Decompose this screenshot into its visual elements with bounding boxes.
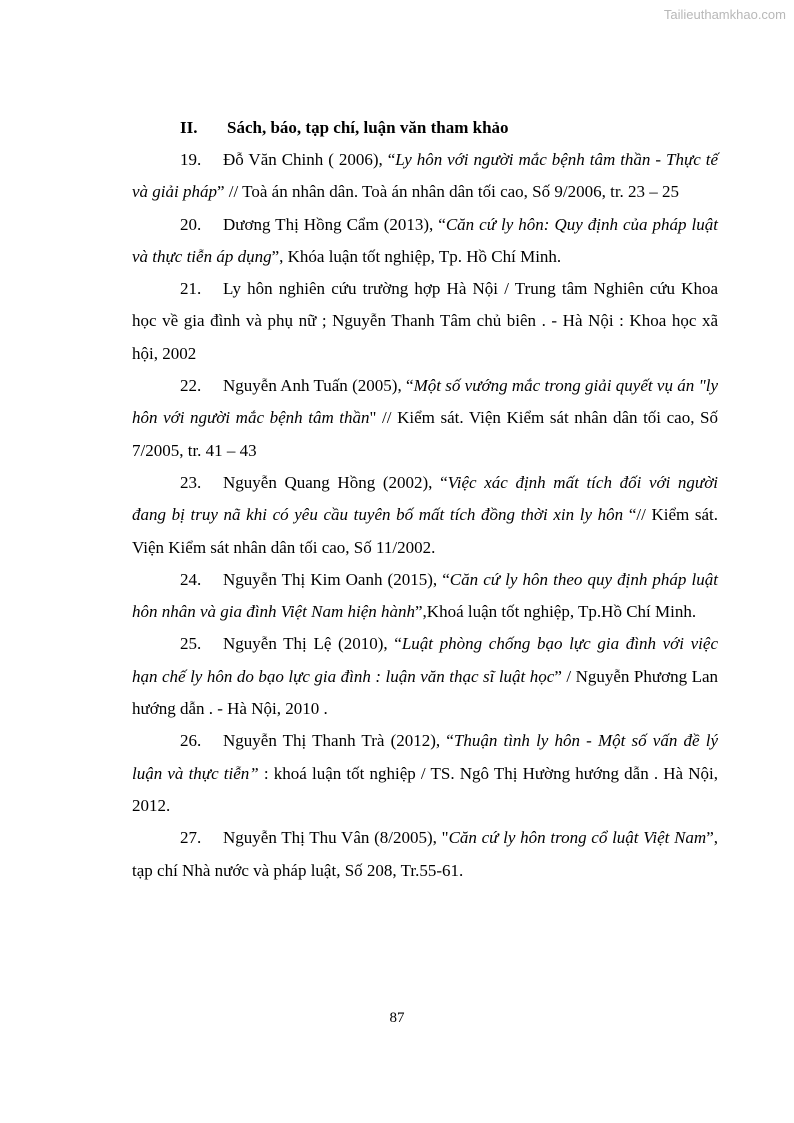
reference-entry-21	[132, 273, 718, 370]
entry-title: Căn cứ ly hôn: Quy định của pháp luật và thực tiễn áp dụng	[132, 214, 718, 266]
entry-number: 27.	[180, 828, 202, 848]
entry-text: Nguyễn Thị Lệ (2010), “	[223, 634, 402, 654]
entry-text: ”,Khoá luận tốt nghiệp, Tp.Hồ Chí Minh.	[415, 602, 697, 622]
reference-entry-23	[132, 467, 718, 564]
entry-text: ”, tạp chí Nhà nước và pháp luật, Số 208, Tr.55-61.	[132, 828, 718, 880]
reference-entry-24	[132, 564, 718, 629]
entry-text: Nguyễn Quang Hồng (2002), “	[223, 472, 448, 492]
section-number: II.	[180, 118, 198, 137]
reference-entry-19	[132, 144, 718, 209]
entry-number: 24.	[180, 569, 202, 589]
section-heading	[180, 112, 718, 144]
reference-entry-27	[132, 822, 718, 887]
entry-text: Nguyễn Thị Kim Oanh (2015), “	[223, 569, 450, 589]
entry-text: Ly hôn nghiên cứu trường hợp Hà Nội / Trung tâm Nghiên cứu Khoa học về gia đình và phụ nữ ; Nguyễn Thanh Tâm chủ biên . - Hà Nội : Khoa học xã hội, 2002	[132, 279, 718, 363]
entry-number: 21.	[180, 279, 202, 299]
entry-title: Việc xác định mất tích đối với người đang bị truy nã khi có yêu cầu tuyên bố mất tích đồng thời xin ly hôn	[132, 472, 719, 525]
entry-title: Thuận tình ly hôn - Một số vấn đề lý luận và thực tiễn”	[132, 731, 718, 783]
entry-text: “// Kiểm sát. Viện Kiểm sát nhân dân tối cao, Số 11/2002.	[132, 505, 718, 557]
entry-text: Nguyễn Anh Tuấn (2005), “	[223, 376, 414, 396]
entry-title: Một số vướng mắc trong giải quyết vụ án "ly hôn với người mắc bệnh tâm thần	[132, 376, 718, 428]
entry-text: ”, Khóa luận tốt nghiệp, Tp. Hồ Chí Minh.	[271, 246, 562, 266]
reference-section	[132, 112, 718, 887]
entry-title: Luật phòng chống bạo lực gia đình với việc hạn chế ly hôn do bạo lực gia đình : luận văn thạc sĩ luật học	[132, 634, 718, 686]
entry-number: 22.	[180, 376, 202, 396]
reference-entry-22	[132, 370, 718, 467]
entry-title: Căn cứ ly hôn theo quy định pháp luật hôn nhân và gia đình Việt Nam hiện hành	[132, 569, 718, 622]
entry-text: Nguyễn Thị Thu Vân (8/2005), "	[223, 828, 449, 848]
watermark: Tailieuthamkhao.com	[663, 7, 786, 22]
reference-entry-26	[132, 725, 718, 822]
entry-number: 19.	[180, 150, 202, 169]
entry-text: ” / Nguyễn Phương Lan hướng dẫn . - Hà Nội, 2010 .	[132, 666, 718, 719]
entry-text: : khoá luận tốt nghiệp / TS. Ngô Thị Hường hướng dẫn . Hà Nội, 2012.	[132, 763, 718, 815]
entry-text: Nguyễn Thị Thanh Trà (2012), “	[223, 731, 454, 751]
entry-text: Dương Thị Hồng Cẩm (2013), “	[223, 214, 446, 234]
reference-entry-25	[132, 628, 718, 725]
entry-text: " // Kiểm sát. Viện Kiểm sát nhân dân tối cao, Số 7/2005, tr. 41 – 43	[132, 408, 718, 460]
entry-number: 26.	[180, 731, 202, 751]
entry-title: Căn cứ ly hôn trong cổ luật Việt Nam	[448, 828, 707, 848]
page-number: 87	[389, 1010, 405, 1026]
entry-text: ” // Toà án nhân dân. Toà án nhân dân tối cao, Số 9/2006, tr. 23 – 25	[217, 182, 680, 202]
section-title: Sách, báo, tạp chí, luận văn tham khảo	[227, 118, 509, 137]
entry-number: 20.	[180, 214, 202, 234]
entry-text: Đỗ Văn Chinh ( 2006), “	[223, 150, 396, 169]
entry-number: 25.	[180, 634, 202, 654]
entry-title: Ly hôn với người mắc bệnh tâm thần - Thực tế và giải pháp	[132, 150, 718, 202]
reference-entry-20	[132, 209, 718, 274]
entry-number: 23.	[180, 472, 202, 492]
